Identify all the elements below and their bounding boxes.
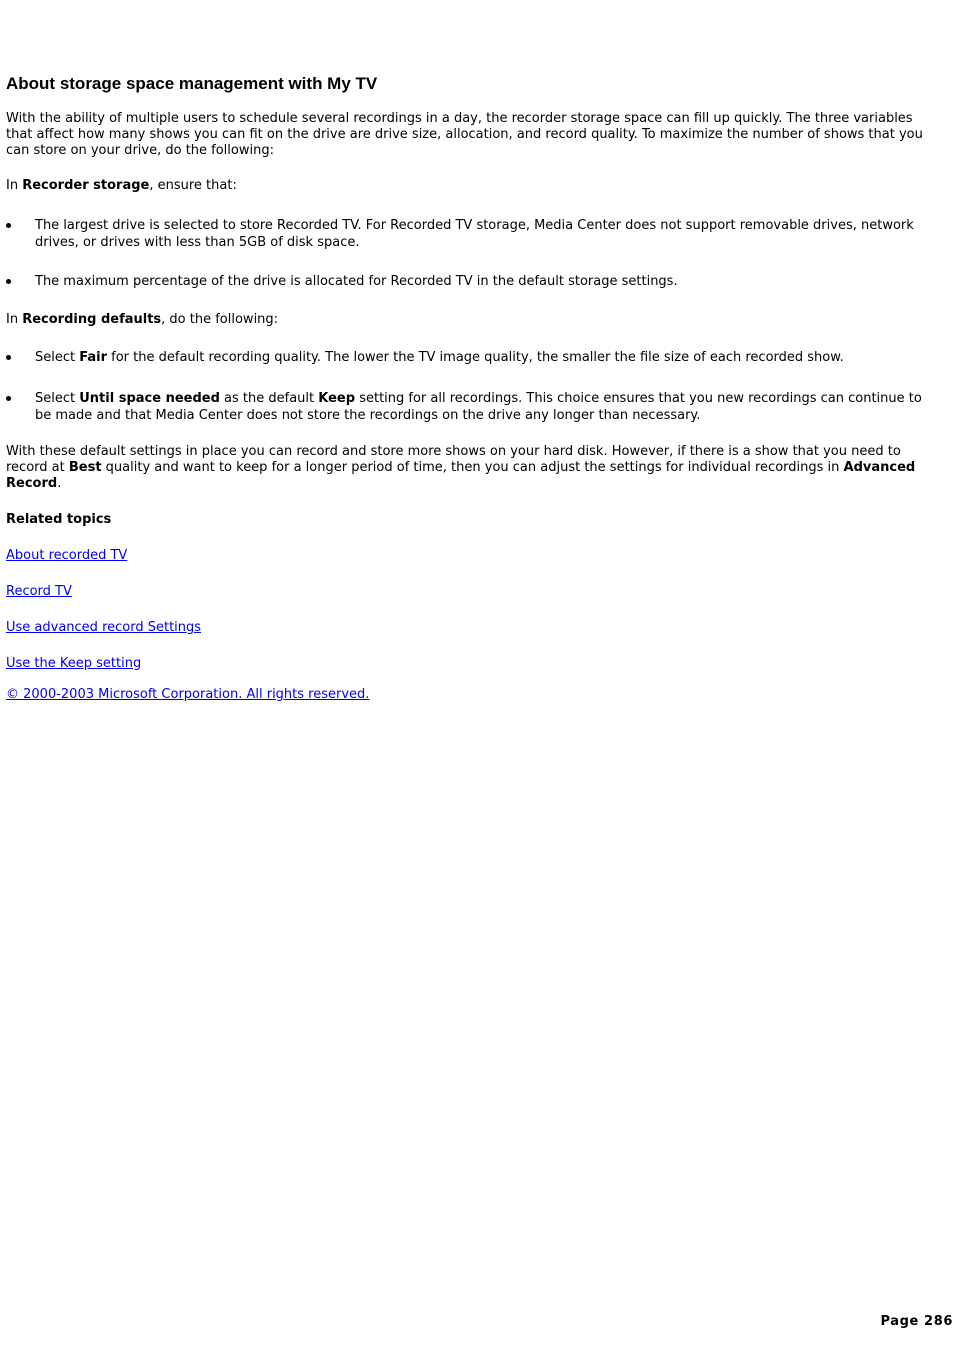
- link-record-tv[interactable]: Record TV: [6, 584, 72, 599]
- copyright-row: [6, 687, 942, 703]
- page-title: About storage space management with My TV: [6, 74, 378, 93]
- related-link-row: [6, 584, 942, 600]
- list-item: [6, 349, 942, 366]
- bullet-icon: [6, 223, 11, 228]
- related-link-row: [6, 620, 942, 636]
- list-item-text: [35, 391, 922, 423]
- text-run: as the default: [219, 391, 319, 406]
- bullet-icon: [6, 279, 11, 284]
- lead-text: , do the following:: [161, 312, 279, 327]
- link-use-advanced-record-settings[interactable]: Use advanced record Settings: [6, 620, 202, 635]
- lead-text: , ensure that:: [149, 178, 237, 193]
- copyright-link[interactable]: © 2000-2003 Microsoft Corporation. All rights reserved.: [6, 687, 370, 702]
- related-topics-heading: Related topics: [6, 512, 112, 527]
- list-item-text: The largest drive is selected to store Recorded TV. For Recorded TV storage, Media Center does not support removable drives, network drives, or drives with less than 5GB of disk space.: [35, 218, 914, 250]
- best-term: Best: [68, 460, 102, 475]
- page-number: Page 286: [880, 1314, 953, 1329]
- bullet-icon: [6, 355, 11, 360]
- text-run: quality and want to keep for a longer period of time, then you can adjust the settings for individual recordings in: [101, 460, 844, 475]
- related-link-row: [6, 548, 942, 564]
- list-item-text: [35, 350, 844, 365]
- recorder-storage-term: Recorder storage: [22, 178, 150, 193]
- list-item: [6, 217, 942, 251]
- fair-term: Fair: [79, 350, 108, 365]
- link-use-keep-setting[interactable]: Use the Keep setting: [6, 656, 142, 671]
- text-run: .: [57, 476, 62, 491]
- recording-defaults-term: Recording defaults: [22, 312, 162, 327]
- help-page: [6, 74, 942, 703]
- bullet-icon: [6, 396, 11, 401]
- list-item: [6, 273, 942, 290]
- advanced-record-term: Advanced Record: [6, 460, 916, 491]
- keep-term: Keep: [318, 391, 356, 406]
- text-run: setting for all recordings. This choice ensures that you new recordings can continue to be made and that Media Center does not store the recordings on the drive any longer than necessary.: [35, 391, 922, 423]
- link-about-recorded-tv[interactable]: About recorded TV: [6, 548, 128, 563]
- closing-paragraph: [6, 444, 942, 492]
- text-run: for the default recording quality. The lower the TV image quality, the smaller the file size of each recorded show.: [107, 350, 844, 365]
- lead-text: In: [6, 312, 23, 327]
- text-run: With these default settings in place you can record and store more shows on your hard disk. However, if there is a show that you need to record at: [6, 444, 901, 475]
- related-link-row: [6, 656, 942, 672]
- until-space-needed-term: Until space needed: [79, 391, 220, 406]
- recording-defaults-lead: [6, 312, 942, 328]
- text-run: Select: [35, 391, 80, 406]
- defaults-bullet-list: [6, 349, 942, 424]
- list-item-text: The maximum percentage of the drive is allocated for Recorded TV in the default storage settings.: [35, 274, 678, 289]
- intro-paragraph: With the ability of multiple users to schedule several recordings in a day, the recorder storage space can fill up quickly. The three variables that affect how many shows you can fit on the drive are drive size, allocation, and record quality. To maximize the number of shows that you can store on your drive, do the following:: [6, 111, 923, 158]
- list-item: [6, 390, 942, 424]
- text-run: Select: [35, 350, 80, 365]
- lead-text: In: [6, 178, 23, 193]
- storage-bullet-list: [6, 217, 942, 290]
- recorder-storage-lead: [6, 178, 942, 194]
